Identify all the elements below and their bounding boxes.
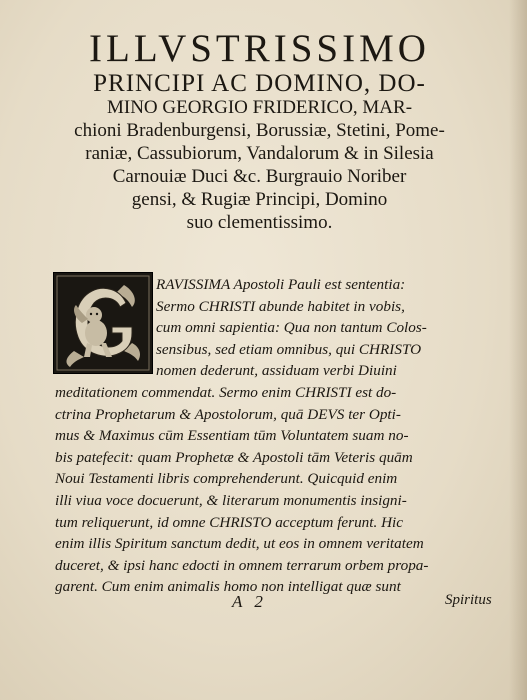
body-line: cum omni sapientia: Qua non tantum Colos- (156, 319, 427, 337)
body-line: enim illis Spiritum sanctum dedit, ut eos in omnem veritatem (55, 535, 424, 553)
page-footer (0, 590, 527, 614)
dedication-line: MINO GEORGIO FRIDERICO, MAR- (106, 97, 413, 118)
dedication-line: ILLVSTRISSIMO (89, 27, 430, 70)
body-line: duceret, & ipsi hanc edocti in omnem terrarum orbem propa- (55, 556, 429, 574)
body-line: mus & Maximus cūm Essentiam tūm Voluntatem suam no- (55, 427, 409, 445)
dedication-line: gensi, & Rugiæ Principi, Domino (131, 189, 388, 210)
body-line: Sermo CHRISTI abunde habitet in vobis, (156, 297, 405, 315)
dedication-line: raniæ, Cassubiorum, Vandalorum & in Silesia (85, 143, 434, 164)
dedication-line: suo clementissimo. (186, 212, 333, 233)
dedication-line: PRINCIPI AC DOMINO, DO- (93, 70, 426, 97)
body-line: garent. Cum enim animalis homo non intelligat quæ sunt (55, 578, 401, 596)
body-line: meditationem commendat. Sermo enim CHRISTI est do- (55, 383, 397, 401)
body-line: RAVISSIMA Apostoli Pauli est sententia: (156, 276, 406, 293)
body-line: Noui Testamenti libris comprehenderunt. Quicquid enim (55, 470, 398, 488)
body-line: ctrina Prophetarum & Apostolorum, quā DEVS ter Opti- (55, 405, 401, 423)
body-line: nomen dederunt, assiduam verbi Diuini (156, 362, 397, 380)
body-line: bis patefecit: quam Prophetæ & Apostoli tām Veteris quām (55, 448, 413, 466)
body-line: sensibus, sed etiam omnibus, qui CHRISTO (156, 340, 422, 358)
dedication-heading (22, 28, 497, 234)
body-line: tum reliquerunt, id omne CHRISTO acceptum ferunt. Hic (55, 513, 403, 531)
dedication-line: chioni Bradenburgensi, Borussiæ, Stetini, Pome- (74, 120, 445, 141)
catchword: Spiritus (445, 592, 492, 608)
signature-mark: A 2 (232, 592, 267, 611)
body-line: illi viua voce docuerunt, & literarum monumentis insigni- (55, 491, 407, 509)
dedication-line: Carnouiæ Duci &c. Burgrauio Noriber (112, 166, 407, 187)
body-paragraph (55, 274, 505, 598)
